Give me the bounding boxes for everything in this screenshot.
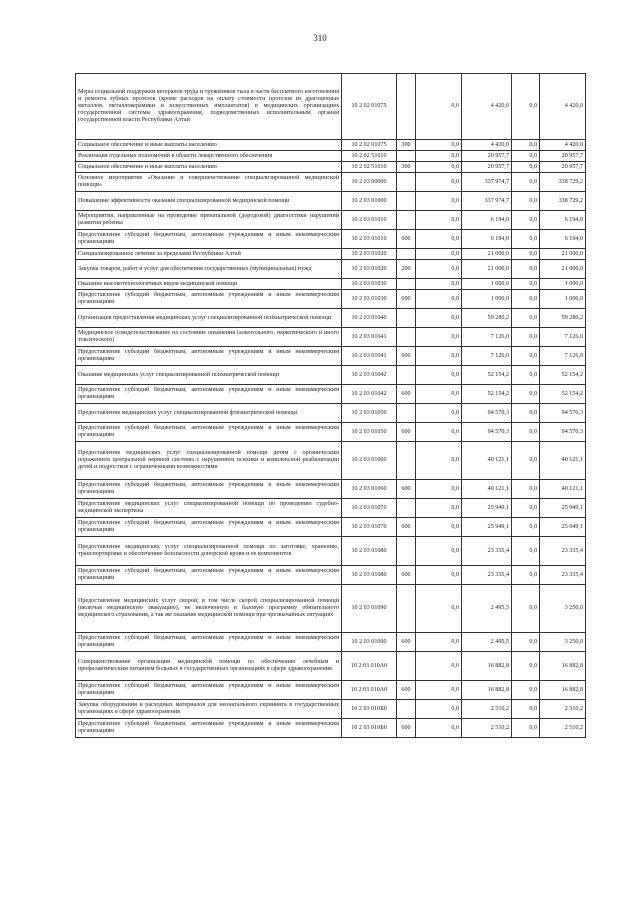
row-value-2-cell: 2 510,2 — [462, 719, 512, 738]
row-code-cell: 10 2 03 01040 — [342, 309, 397, 328]
row-code-cell: 10 2 02 51610 — [342, 162, 397, 173]
row-value-3-cell: 0,0 — [512, 230, 540, 249]
row-value-1-cell: 0,0 — [416, 290, 462, 309]
row-expense-type-cell: 300 — [397, 162, 416, 173]
table-row — [76, 260, 586, 279]
row-value-1-cell: 0,0 — [416, 230, 462, 249]
row-name-cell: Основное мероприятие «Оказание и совершенствование специализированной медицинской помощи» — [76, 173, 342, 192]
row-name-cell: Предоставление субсидий бюджетным, автономным учреждениям и иным некоммерческим организациям — [76, 518, 342, 537]
row-value-2-cell: 7 126,0 — [462, 347, 512, 366]
row-name-cell: Предоставление медицинских услуг специализированной помощи детям с органическим поражением центральной нервной системы с нарушением психики и комплексной реабилитации детей и подростков с ограниченными возможностями — [76, 442, 342, 480]
row-value-3-cell: 0,0 — [512, 211, 540, 230]
row-value-3-cell: 0,0 — [512, 347, 540, 366]
row-value-1-cell: 0,0 — [416, 681, 462, 700]
row-code-cell: 10 2 03 01050 — [342, 404, 397, 423]
row-value-1-cell: 0,0 — [416, 480, 462, 499]
row-value-1-cell: 0,0 — [416, 192, 462, 211]
table-row — [76, 700, 586, 719]
row-name-cell: Социальное обеспечение и иные выплаты населению — [76, 140, 342, 151]
row-value-1-cell: 0,0 — [416, 700, 462, 719]
row-expense-type-cell — [397, 173, 416, 192]
row-value-1-cell: 0,0 — [416, 566, 462, 585]
row-name-cell: Предоставление субсидий бюджетным, автономным учреждениям и иным некоммерческим организациям — [76, 347, 342, 366]
row-value-4-cell: 94 570,3 — [540, 423, 586, 442]
row-value-2-cell: 59 280,2 — [462, 309, 512, 328]
row-value-3-cell: 0,0 — [512, 652, 540, 681]
table-row — [76, 249, 586, 260]
row-value-2-cell: 23 335,4 — [462, 537, 512, 566]
row-code-cell: 10 2 03 00000 — [342, 173, 397, 192]
table-row — [76, 423, 586, 442]
row-expense-type-cell: 300 — [397, 140, 416, 151]
table-row — [76, 537, 586, 566]
row-value-1-cell: 0,0 — [416, 162, 462, 173]
table-row — [76, 719, 586, 738]
row-code-cell: 10 2 03 01020 — [342, 249, 397, 260]
row-value-4-cell: 40 121,1 — [540, 480, 586, 499]
table-row — [76, 140, 586, 151]
row-value-2-cell: 25 949,1 — [462, 499, 512, 518]
row-name-cell: Предоставление субсидий бюджетным, автономным учреждениям и иным некоммерческим организациям — [76, 633, 342, 652]
row-value-2-cell: 1 000,0 — [462, 279, 512, 290]
row-value-1-cell: 0,0 — [416, 585, 462, 633]
row-expense-type-cell — [397, 499, 416, 518]
table-row — [76, 404, 586, 423]
row-value-2-cell: 20 957,7 — [462, 162, 512, 173]
row-value-4-cell: 23 335,4 — [540, 566, 586, 585]
row-value-3-cell: 0,0 — [512, 480, 540, 499]
table-row — [76, 480, 586, 499]
row-name-cell: Повышение эффективности оказания специализированной медицинской помощи — [76, 192, 342, 211]
row-expense-type-cell: 600 — [397, 518, 416, 537]
row-code-cell: 10 2 03 01090 — [342, 585, 397, 633]
row-value-4-cell: 23 335,4 — [540, 537, 586, 566]
row-value-2-cell: 94 570,3 — [462, 404, 512, 423]
row-code-cell: 10 2 03 01010 — [342, 211, 397, 230]
row-expense-type-cell: 600 — [397, 385, 416, 404]
row-value-4-cell: 25 949,1 — [540, 518, 586, 537]
row-value-2-cell: 337 974,7 — [462, 173, 512, 192]
row-expense-type-cell: 600 — [397, 480, 416, 499]
row-value-2-cell: 52 154,2 — [462, 385, 512, 404]
row-value-4-cell: 6 194,0 — [540, 230, 586, 249]
row-code-cell: 10 2 03 01050 — [342, 423, 397, 442]
row-value-4-cell: 59 280,2 — [540, 309, 586, 328]
row-name-cell: Реализация отдельных полномочий в области лекарственного обеспечения — [76, 151, 342, 162]
table-row — [76, 347, 586, 366]
row-value-4-cell: 338 729,2 — [540, 192, 586, 211]
row-value-1-cell: 0,0 — [416, 211, 462, 230]
row-expense-type-cell: 600 — [397, 719, 416, 738]
row-name-cell: Закупка товаров, работ и услуг для обеспечения государственных (муниципальных) нужд — [76, 260, 342, 279]
row-value-4-cell: 1 000,0 — [540, 279, 586, 290]
row-name-cell: Предоставление субсидий бюджетным, автономным учреждениям и иным некоммерческим организациям — [76, 681, 342, 700]
row-value-3-cell: 0,0 — [512, 366, 540, 385]
row-code-cell: 10 2 03 010Б0 — [342, 700, 397, 719]
table-row — [76, 290, 586, 309]
budget-table — [75, 73, 586, 738]
row-code-cell: 10 2 03 01080 — [342, 566, 397, 585]
row-name-cell: Совершенствование организации медицинской помощи по обеспечению лечебным и профилактическим питанием больных в государственных организациях в сфере здравоохранения — [76, 652, 342, 681]
row-name-cell: Предоставление субсидий бюджетным, автономным учреждениям и иным некоммерческим организациям — [76, 290, 342, 309]
row-code-cell: 10 2 03 01030 — [342, 290, 397, 309]
table-row — [76, 499, 586, 518]
row-code-cell: 10 2 03 01042 — [342, 366, 397, 385]
row-value-2-cell: 6 194,0 — [462, 230, 512, 249]
row-value-1-cell: 0,0 — [416, 652, 462, 681]
row-value-4-cell: 52 154,2 — [540, 385, 586, 404]
row-value-1-cell: 0,0 — [416, 499, 462, 518]
row-name-cell: Предоставление субсидий бюджетным, автономным учреждениям и иным некоммерческим организациям — [76, 480, 342, 499]
row-value-2-cell: 1 000,0 — [462, 290, 512, 309]
row-value-3-cell: 0,0 — [512, 537, 540, 566]
row-value-4-cell: 16 882,8 — [540, 652, 586, 681]
row-value-4-cell: 21 000,0 — [540, 249, 586, 260]
page-number: 310 — [313, 33, 327, 43]
row-value-3-cell: 0,0 — [512, 249, 540, 260]
table-row — [76, 74, 586, 140]
row-value-3-cell: 0,0 — [512, 192, 540, 211]
row-name-cell: Мероприятия, направленные на проведение пренатальной (дородовой) диагностики нарушений развития ребенка — [76, 211, 342, 230]
row-value-4-cell: 52 154,2 — [540, 366, 586, 385]
row-value-2-cell: 94 570,3 — [462, 423, 512, 442]
row-value-2-cell: 6 194,0 — [462, 211, 512, 230]
row-expense-type-cell — [397, 151, 416, 162]
row-value-3-cell: 0,0 — [512, 328, 540, 347]
row-value-3-cell: 0,0 — [512, 279, 540, 290]
row-expense-type-cell — [397, 404, 416, 423]
row-value-3-cell: 0,0 — [512, 499, 540, 518]
table-row — [76, 279, 586, 290]
row-value-4-cell: 4 420,0 — [540, 140, 586, 151]
row-code-cell: 10 2 03 01070 — [342, 499, 397, 518]
row-value-4-cell: 7 126,0 — [540, 347, 586, 366]
row-value-3-cell: 0,0 — [512, 290, 540, 309]
row-code-cell: 10 2 03 01060 — [342, 480, 397, 499]
row-code-cell: 10 2 03 010А0 — [342, 652, 397, 681]
row-code-cell: 10 2 03 010Б0 — [342, 719, 397, 738]
row-value-3-cell: 0,0 — [512, 151, 540, 162]
row-code-cell: 10 2 03 01070 — [342, 518, 397, 537]
row-expense-type-cell: 200 — [397, 260, 416, 279]
row-value-2-cell: 2 495,5 — [462, 585, 512, 633]
row-name-cell: Оказание медицинских услуг специализированной психиатрической помощи — [76, 366, 342, 385]
row-value-2-cell: 4 420,0 — [462, 140, 512, 151]
row-value-4-cell: 3 250,0 — [540, 633, 586, 652]
row-value-3-cell: 0,0 — [512, 260, 540, 279]
row-code-cell: 10 2 02 51610 — [342, 151, 397, 162]
row-code-cell: 10 2 03 01030 — [342, 279, 397, 290]
row-name-cell: Медицинское освидетельствование на состояние опьянения (алкогольного, наркотического и иного токсического) — [76, 328, 342, 347]
row-value-1-cell: 0,0 — [416, 719, 462, 738]
row-value-1-cell: 0,0 — [416, 423, 462, 442]
row-value-3-cell: 0,0 — [512, 385, 540, 404]
row-value-3-cell: 0,0 — [512, 700, 540, 719]
row-value-2-cell: 21 000,0 — [462, 249, 512, 260]
table-row — [76, 566, 586, 585]
row-value-4-cell: 2 510,2 — [540, 700, 586, 719]
row-code-cell: 10 2 03 010А0 — [342, 681, 397, 700]
table-row — [76, 192, 586, 211]
row-value-2-cell: 52 154,2 — [462, 366, 512, 385]
row-expense-type-cell: 600 — [397, 290, 416, 309]
row-value-1-cell: 0,0 — [416, 74, 462, 140]
table-row — [76, 211, 586, 230]
row-name-cell: Предоставление субсидий бюджетным, автономным учреждениям и иным некоммерческим организациям — [76, 385, 342, 404]
row-expense-type-cell: 600 — [397, 681, 416, 700]
row-value-3-cell: 0,0 — [512, 309, 540, 328]
row-name-cell: Специализированное лечение за пределами Республики Алтай — [76, 249, 342, 260]
table-body — [76, 74, 586, 738]
row-code-cell: 10 2 02 01075 — [342, 140, 397, 151]
row-value-3-cell: 0,0 — [512, 518, 540, 537]
row-name-cell: Предоставление субсидий бюджетным, автономным учреждениям и иным некоммерческим организациям — [76, 230, 342, 249]
table-row — [76, 385, 586, 404]
row-expense-type-cell — [397, 652, 416, 681]
row-code-cell: 10 2 03 01090 — [342, 633, 397, 652]
row-value-1-cell: 0,0 — [416, 347, 462, 366]
table-row — [76, 151, 586, 162]
row-value-3-cell: 0,0 — [512, 442, 540, 480]
row-name-cell: Предоставление субсидий бюджетным, автономным учреждениям и иным некоммерческим организациям — [76, 566, 342, 585]
row-value-3-cell: 0,0 — [512, 566, 540, 585]
row-name-cell: Социальное обеспечение и иные выплаты населению — [76, 162, 342, 173]
row-name-cell: Меры социальной поддержки ветеранов труда и тружеников тыла в части бесплатного изготовления и ремонта зубных протезов (кроме расходов на оплату стоимости протезов из драгоценных металлов, металлокерамики и искусственных имплантатов) в медицинских организациях государственной системы здравоохранения, подведомственных исполнительным органам государственной власти Республики Алтай — [76, 74, 342, 140]
row-value-3-cell: 0,0 — [512, 74, 540, 140]
row-code-cell: 10 2 02 01075 — [342, 74, 397, 140]
table-row — [76, 681, 586, 700]
row-value-4-cell: 4 420,0 — [540, 74, 586, 140]
row-name-cell: Предоставление медицинских услуг специализированной помощи по проведению судебно-медицинской экспертизы — [76, 499, 342, 518]
row-value-4-cell: 6 194,0 — [540, 211, 586, 230]
row-expense-type-cell — [397, 192, 416, 211]
row-expense-type-cell — [397, 700, 416, 719]
row-value-4-cell: 20 957,7 — [540, 151, 586, 162]
table-row — [76, 518, 586, 537]
row-name-cell: Оказание высокотехнологичных видов медицинской помощи — [76, 279, 342, 290]
row-value-3-cell: 0,0 — [512, 585, 540, 633]
row-value-4-cell: 94 570,3 — [540, 404, 586, 423]
row-code-cell: 10 2 03 01042 — [342, 385, 397, 404]
row-expense-type-cell: 600 — [397, 633, 416, 652]
row-value-4-cell: 25 949,1 — [540, 499, 586, 518]
row-value-3-cell: 0,0 — [512, 633, 540, 652]
table-row — [76, 585, 586, 633]
row-expense-type-cell — [397, 74, 416, 140]
row-expense-type-cell: 600 — [397, 347, 416, 366]
row-code-cell: 10 2 03 01000 — [342, 192, 397, 211]
row-name-cell: Предоставление субсидий бюджетным, автономным учреждениям и иным некоммерческим организациям — [76, 719, 342, 738]
row-value-4-cell: 20 957,7 — [540, 162, 586, 173]
row-code-cell: 10 2 03 01080 — [342, 537, 397, 566]
row-value-1-cell: 0,0 — [416, 151, 462, 162]
row-name-cell: Закупка оборудования и расходных материалов для неонатального скрининга в государственных организациях в сфере здравоохранения — [76, 700, 342, 719]
row-expense-type-cell — [397, 366, 416, 385]
row-value-1-cell: 0,0 — [416, 385, 462, 404]
row-code-cell: 10 2 03 01041 — [342, 347, 397, 366]
row-value-2-cell: 40 121,1 — [462, 480, 512, 499]
row-value-3-cell: 0,0 — [512, 140, 540, 151]
table-row — [76, 162, 586, 173]
row-value-1-cell: 0,0 — [416, 518, 462, 537]
row-expense-type-cell — [397, 249, 416, 260]
row-value-1-cell: 0,0 — [416, 328, 462, 347]
row-value-2-cell: 2 510,2 — [462, 700, 512, 719]
row-value-1-cell: 0,0 — [416, 309, 462, 328]
row-value-1-cell: 0,0 — [416, 366, 462, 385]
row-expense-type-cell — [397, 309, 416, 328]
row-expense-type-cell — [397, 279, 416, 290]
row-value-4-cell: 21 000,0 — [540, 260, 586, 279]
row-value-2-cell: 21 000,0 — [462, 260, 512, 279]
row-value-1-cell: 0,0 — [416, 260, 462, 279]
row-value-3-cell: 0,0 — [512, 173, 540, 192]
row-expense-type-cell — [397, 585, 416, 633]
row-value-4-cell: 40 121,1 — [540, 442, 586, 480]
row-code-cell: 10 2 03 01020 — [342, 260, 397, 279]
row-value-4-cell: 2 510,2 — [540, 719, 586, 738]
row-name-cell: Организация предоставления медицинских услуг специализированной психиатрической помощи — [76, 309, 342, 328]
row-name-cell: Предоставление медицинских услуг специализированной помощи по заготовке, хранению, транспортировке и обеспечению безопасности донорской крови и ее компонентов — [76, 537, 342, 566]
row-value-4-cell: 7 126,0 — [540, 328, 586, 347]
row-value-1-cell: 0,0 — [416, 404, 462, 423]
row-code-cell: 10 2 03 01041 — [342, 328, 397, 347]
row-value-3-cell: 0,0 — [512, 404, 540, 423]
row-value-2-cell: 7 126,0 — [462, 328, 512, 347]
row-code-cell: 10 2 03 01010 — [342, 230, 397, 249]
row-value-4-cell: 1 000,0 — [540, 290, 586, 309]
table-row — [76, 328, 586, 347]
row-expense-type-cell — [397, 442, 416, 480]
row-value-2-cell: 40 121,1 — [462, 442, 512, 480]
row-expense-type-cell: 600 — [397, 230, 416, 249]
row-code-cell: 10 2 03 01060 — [342, 442, 397, 480]
row-value-2-cell: 16 882,8 — [462, 652, 512, 681]
row-value-1-cell: 0,0 — [416, 537, 462, 566]
row-name-cell: Предоставление медицинских услуг скорой, в том числе скорой специализированной помощи (включая медицинскую эвакуацию), не включенную в базовую программу обязательного медицинского страхования, а так же оказание медицинской помощи при чрезвычайных ситуациях — [76, 585, 342, 633]
table-row — [76, 309, 586, 328]
table-row — [76, 442, 586, 480]
table-row — [76, 366, 586, 385]
row-value-2-cell: 23 335,4 — [462, 566, 512, 585]
row-expense-type-cell — [397, 211, 416, 230]
row-value-2-cell: 4 420,0 — [462, 74, 512, 140]
row-name-cell: Предоставление субсидий бюджетным, автономным учреждениям и иным некоммерческим организациям — [76, 423, 342, 442]
row-value-4-cell: 3 250,0 — [540, 585, 586, 633]
row-value-3-cell: 0,0 — [512, 719, 540, 738]
row-value-1-cell: 0,0 — [416, 140, 462, 151]
row-value-2-cell: 20 957,7 — [462, 151, 512, 162]
row-value-1-cell: 0,0 — [416, 173, 462, 192]
row-value-1-cell: 0,0 — [416, 279, 462, 290]
row-expense-type-cell — [397, 537, 416, 566]
row-value-2-cell: 16 882,8 — [462, 681, 512, 700]
row-value-3-cell: 0,0 — [512, 162, 540, 173]
table-row — [76, 633, 586, 652]
row-value-2-cell: 2 495,5 — [462, 633, 512, 652]
row-value-3-cell: 0,0 — [512, 681, 540, 700]
row-expense-type-cell — [397, 328, 416, 347]
table-row — [76, 652, 586, 681]
row-value-2-cell: 337 974,7 — [462, 192, 512, 211]
row-value-3-cell: 0,0 — [512, 423, 540, 442]
row-value-4-cell: 338 729,2 — [540, 173, 586, 192]
row-expense-type-cell: 600 — [397, 423, 416, 442]
row-value-2-cell: 25 949,1 — [462, 518, 512, 537]
row-value-1-cell: 0,0 — [416, 249, 462, 260]
row-value-4-cell: 16 882,8 — [540, 681, 586, 700]
table-row — [76, 173, 586, 192]
row-name-cell: Предоставление медицинских услуг специализированной фтизиатрической помощи — [76, 404, 342, 423]
row-value-1-cell: 0,0 — [416, 442, 462, 480]
row-value-1-cell: 0,0 — [416, 633, 462, 652]
table-row — [76, 230, 586, 249]
row-expense-type-cell: 600 — [397, 566, 416, 585]
